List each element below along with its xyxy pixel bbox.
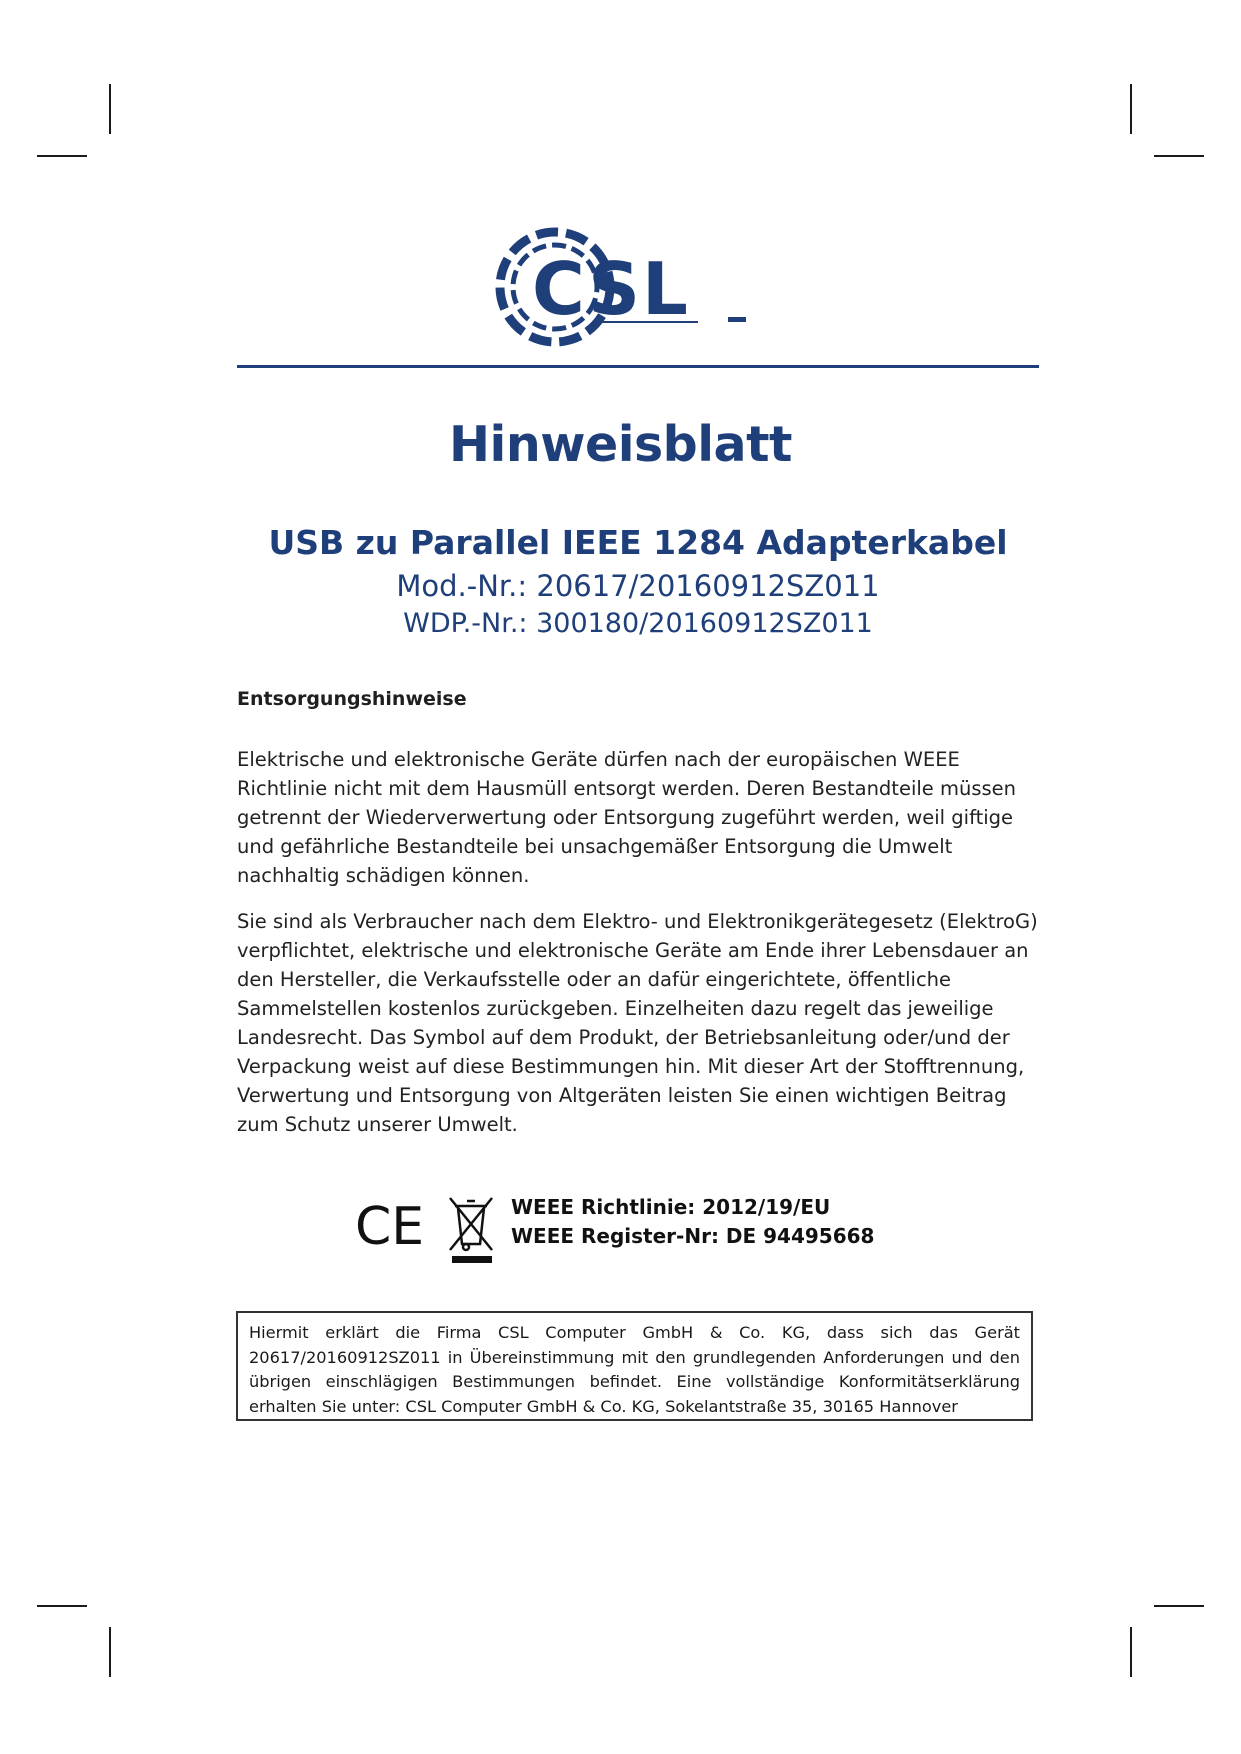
crop-mark-bottom-right-horizontal: [1154, 1605, 1204, 1607]
weee-register-number: WEEE Register-Nr: DE 94495668: [511, 1224, 875, 1248]
crop-mark-top-right-horizontal: [1154, 155, 1204, 157]
disposal-paragraph-1: Elektrische und elektronische Geräte dürfen nach der europäischen WEEE Richtlinie nicht mit dem Hausmüll entsorgt werden. Deren Bestandteile müssen getrennt der Wiederverwertung oder Entsorgung zugeführt werden, weil giftige und gefährliche Bestandteile bei unsachgemäßer Entsorgung die Umwelt nachhaltig schädigen können.: [237, 748, 1017, 887]
crop-mark-bottom-left-vertical: [109, 1627, 111, 1677]
disposal-paragraph-2: Sie sind als Verbraucher nach dem Elektro- und Elektronikgerätegesetz (ElektroG) verpflichtet, elektrische und elektronische Geräte am Ende ihrer Lebensdauer an den Hersteller, die Verkaufsstelle oder an dafür eingerichtete, öffentliche Sammelstellen kostenlos zurückgeben. Einzelheiten dazu regelt das jeweilige Landesrecht. Das Symbol auf dem Produkt, der Betriebsanleitung oder/und der Verpackung weist auf diese Bestimmungen hin. Mit dieser Art der Stofftrennung, Verwertung und Entsorgung von Altgeräten leisten Sie einen wichtigen Beitrag zum Schutz unserer Umwelt.: [237, 910, 1038, 1136]
weee-bin-icon: [450, 1198, 492, 1250]
weee-directive: WEEE Richtlinie: 2012/19/EU: [511, 1195, 831, 1219]
compliance-marks: [355, 1192, 505, 1272]
csl-logo: [490, 222, 750, 352]
wdp-number: WDP.-Nr.: 300180/20160912SZ011: [403, 608, 873, 639]
crop-mark-top-left-vertical: [109, 84, 111, 134]
weee-info: [511, 1193, 874, 1251]
conformity-declaration-box: Hiermit erklärt die Firma CSL Computer GmbH & Co. KG, dass sich das Gerät 20617/20160912SZ011 in Übereinstimmung mit den grundlegenden Anforderungen und den übrigen einschlägigen Bestimmungen befindet. Eine vollständige Konformitätserklärung erhalten Sie unter: CSL Computer GmbH & Co. KG, Sokelantstraße 35, 30165 Hannover: [236, 1311, 1033, 1421]
svg-text:CE: CE: [355, 1197, 425, 1257]
ce-mark-icon: [355, 1197, 424, 1257]
crop-mark-bottom-left-horizontal: [37, 1605, 87, 1607]
crop-mark-bottom-right-vertical: [1130, 1627, 1132, 1677]
model-number: Mod.-Nr.: 20617/20160912SZ011: [396, 569, 880, 603]
crop-mark-top-right-vertical: [1130, 84, 1132, 134]
product-name: USB zu Parallel IEEE 1284 Adapterkabel: [268, 523, 1008, 562]
page-title: Hinweisblatt: [449, 416, 792, 473]
svg-text:CSL: CSL: [532, 247, 690, 331]
weee-bar-icon: [452, 1256, 492, 1263]
disposal-heading: Entsorgungshinweise: [237, 688, 467, 710]
header-rule: [237, 365, 1039, 368]
crop-mark-top-left-horizontal: [37, 155, 87, 157]
